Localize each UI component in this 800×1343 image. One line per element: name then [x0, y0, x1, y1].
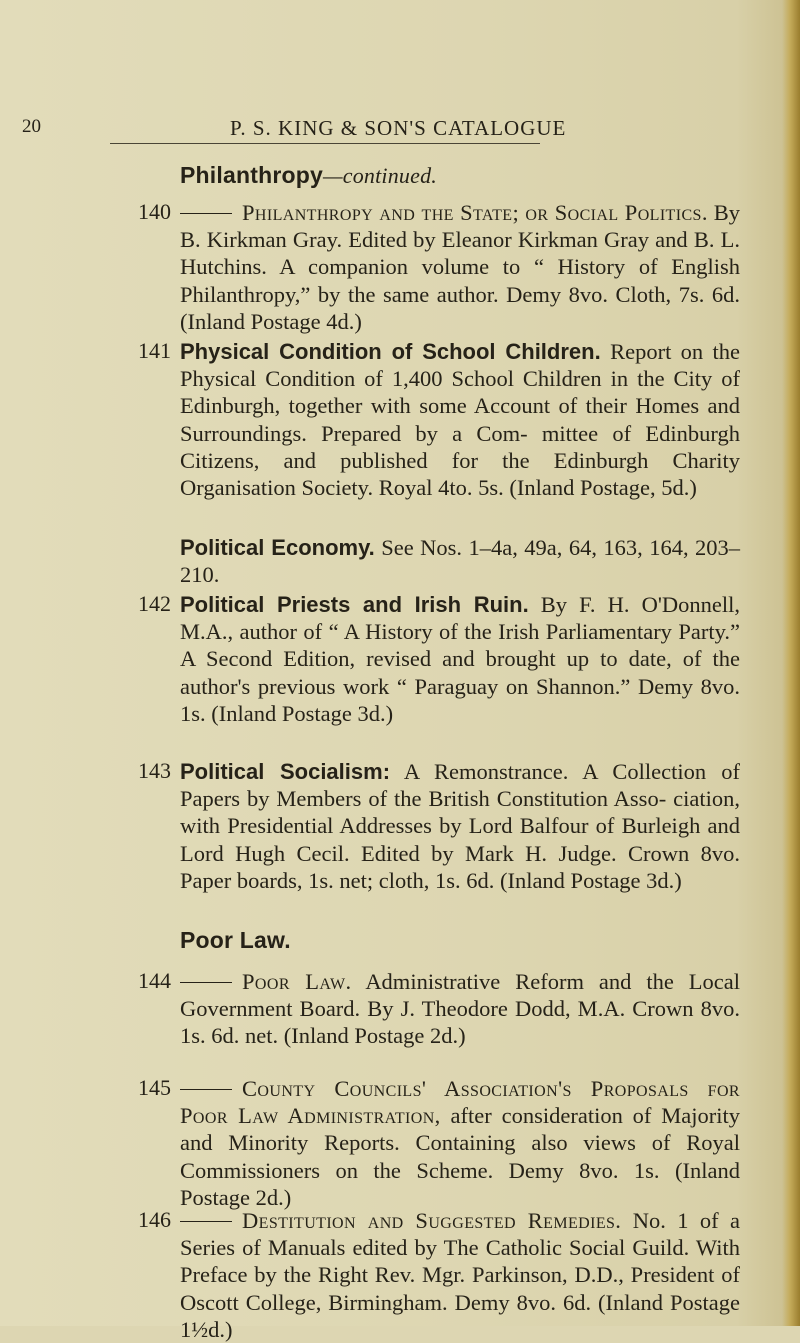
entry-title: Political Socialism:	[180, 759, 391, 784]
entry-title: Political Priests and Irish Ruin.	[180, 592, 529, 617]
section-title-philanthropy	[180, 162, 437, 189]
entry-text: A Remonstrance. A Collection of Papers by Members of the British Constitution Asso- ciation, with Presidential Addresses by Lord Balfour of Burleigh and Lord Hugh Cecil. Edited by Mark H. Judge. Crown 8vo. Paper boards, 1s. net; cloth, 1s. 6d. (Inland Postage 3d.)	[180, 759, 740, 893]
entry-text: No. 1 of a Series of Manuals edited by The Catholic Social Guild. With Preface by the Right Rev. Mgr. Parkinson, D.D., President of Oscott College, Birmingham. Demy 8vo. 6d. (Inland Postage 1½d.)	[180, 1208, 741, 1342]
entry-number: 142	[138, 591, 171, 616]
ditto-dash	[180, 982, 232, 983]
entry-text: after consideration of Majority and Minority Reports. Containing also views of Royal Commissioners on the Scheme. Demy 8vo. 1s. (Inland Postage 2d.)	[180, 1103, 741, 1210]
entry-number: 145	[138, 1075, 171, 1100]
header-rule	[110, 143, 540, 144]
entry-text: By F. H. O'Donnell, M.A., author of “ A History of the Irish Parliamentary Party.” A Second Edition, revised and brought up to date, of the author's previous work “ Paraguay on Shannon.” Demy 8vo. 1s. (Inland Postage 3d.)	[180, 592, 741, 726]
section-title-text: Philanthropy	[180, 162, 323, 188]
section-title-text: Poor Law.	[180, 927, 291, 953]
entry-text: By B. Kirkman Gray. Edited by Eleanor Kirkman Gray and B. L. Hutchins. A companion volume to “ History of English Philanthropy,” by the same author. Demy 8vo. Cloth, 7s. 6d. (Inland Postage 4d.)	[180, 200, 740, 334]
entry-title: Philanthropy and the State; or Social Politics.	[242, 200, 708, 225]
page-edge-shadow	[782, 0, 800, 1326]
running-title: P. S. KING & SON'S CATALOGUE	[230, 116, 567, 140]
entry-body	[180, 968, 740, 1050]
entry-body	[180, 338, 740, 501]
entry-number: 141	[138, 338, 171, 363]
entry-text: Administrative Reform and the Local Government Board. By J. Theodore Dodd, M.A. Crown 8vo. 1s. 6d. net. (Inland Postage 2d.)	[180, 969, 741, 1049]
entry-title: Physical Condition of School Children.	[180, 339, 601, 364]
page-number: 20	[22, 116, 41, 137]
entry-body	[180, 199, 740, 335]
ditto-dash	[180, 213, 232, 214]
entry-body	[180, 1075, 740, 1211]
entry-title: Poor Law.	[242, 969, 352, 994]
entry-body	[180, 534, 740, 588]
ditto-dash	[180, 1089, 232, 1090]
entry-text: Report on the Physical Condition of 1,400 School Children in the City of Edinburgh, together with some Account of their Homes and Surroundings. Prepared by a Com- mittee of Edinburgh Citizens, and published for the Edinburgh Charity Organisation Society. Royal 4to. 5s. (Inland Postage, 5d.)	[180, 339, 741, 501]
entry-number: 140	[138, 199, 171, 224]
entry-number: 143	[138, 758, 171, 783]
section-continued: —continued.	[322, 163, 437, 188]
entry-body	[180, 1207, 740, 1343]
entry-title: County Councils' Association's Proposals for Poor Law Administration,	[180, 1076, 740, 1129]
entry-title: Destitution and Suggested Remedies.	[242, 1208, 622, 1233]
ditto-dash	[180, 1221, 232, 1222]
entry-number: 144	[138, 968, 171, 993]
entry-text: See Nos. 1–4a, 49a, 64, 163, 164, 203–210.	[180, 535, 740, 588]
entry-title: Political Economy.	[180, 535, 375, 560]
page-header	[22, 116, 722, 144]
entry-number: 146	[138, 1207, 171, 1232]
entry-body	[180, 758, 740, 894]
entry-body	[180, 591, 740, 727]
section-title-poor-law	[180, 927, 291, 954]
